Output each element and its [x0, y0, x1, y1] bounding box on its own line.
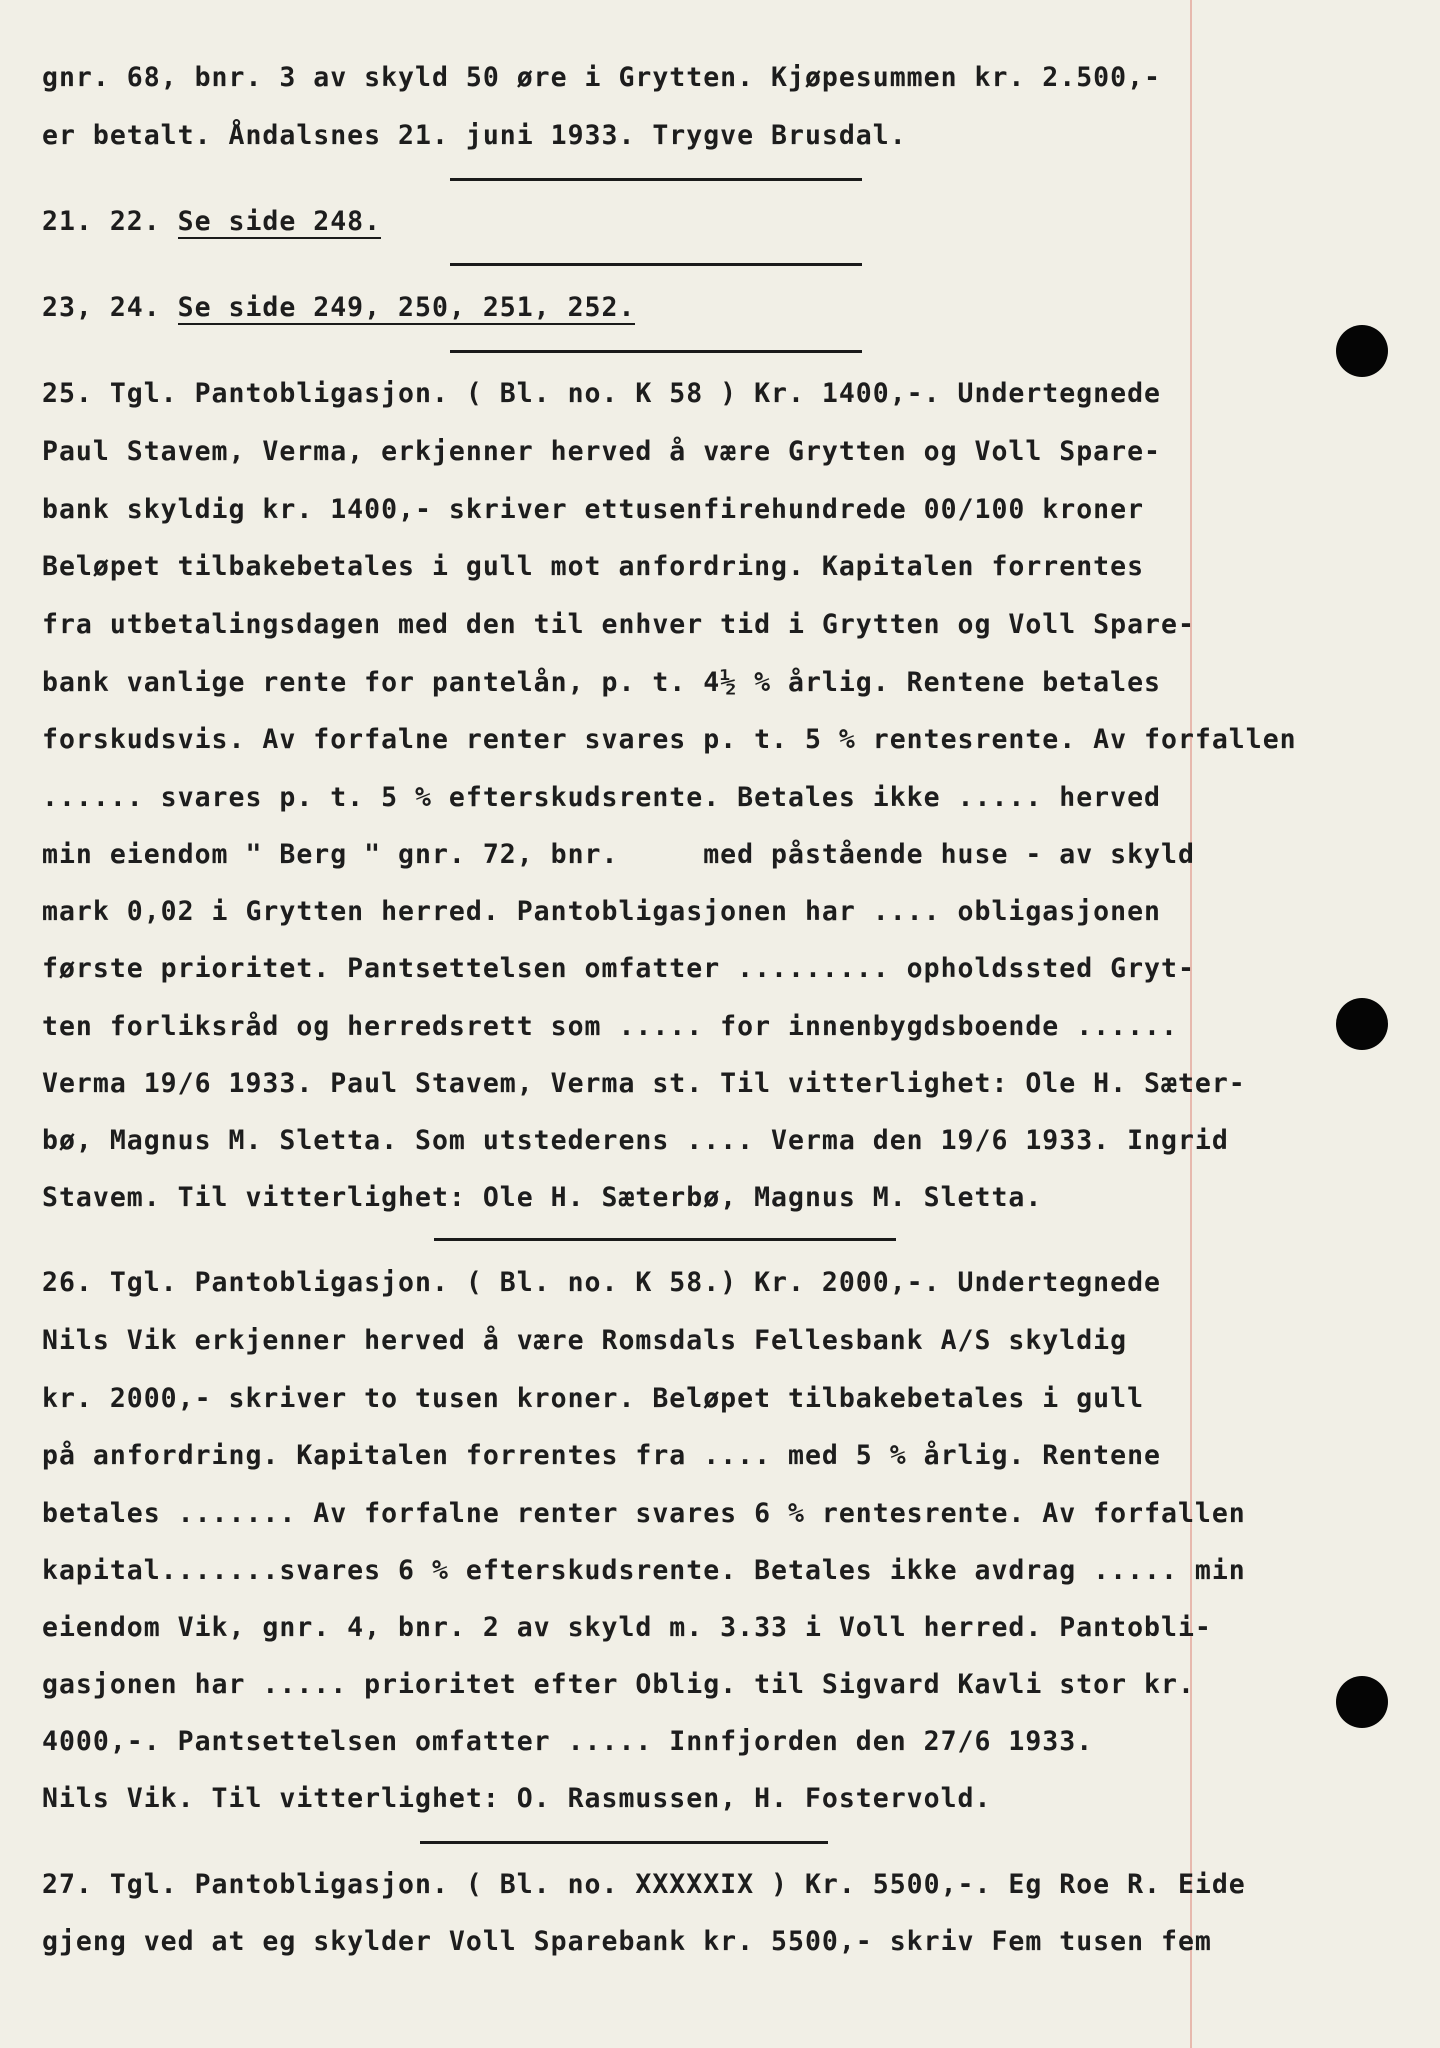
text-line: Verma 19/6 1933. Paul Stavem, Verma st. Til vitterlighet: Ole H. Sæter- — [42, 1068, 1246, 1099]
entry-number: 23, 24. — [42, 292, 178, 323]
text-line: gjeng ved at eg skylder Voll Sparebank kr. 5500,- skriv Fem tusen fem — [42, 1926, 1212, 1957]
text-line: forskudsvis. Av forfalne renter svares p. t. 5 % rentesrente. Av forfallen — [42, 724, 1297, 755]
text-line: kr. 2000,- skriver to tusen kroner. Beløpet tilbakebetales i gull — [42, 1383, 1145, 1414]
text-line: ten forliksråd og herredsrett som ..... for innenbygdsboende ...... — [42, 1011, 1178, 1042]
text-line: eiendom Vik, gnr. 4, bnr. 2 av skyld m. 3.33 i Voll herred. Pantobli- — [42, 1612, 1212, 1643]
text-line: Nils Vik. Til vitterlighet: O. Rasmussen, H. Fostervold. — [42, 1783, 992, 1814]
text-line: min eiendom " Berg " gnr. 72, bnr. med påstående huse - av skyld — [42, 839, 1195, 870]
text-line: mark 0,02 i Grytten herred. Pantobligasjonen har .... obligasjonen — [42, 896, 1161, 927]
punch-hole-bottom — [1336, 1676, 1388, 1728]
text-line: Paul Stavem, Verma, erkjenner herved å være Grytten og Voll Spare- — [42, 436, 1161, 467]
text-line: første prioritet. Pantsettelsen omfatter ......... opholdssted Gryt- — [42, 953, 1195, 984]
entry-separator — [420, 1841, 828, 1844]
text-line — [42, 206, 381, 238]
page-reference: Se side 248. — [177, 206, 382, 237]
text-line — [42, 292, 635, 324]
text-line: 27. Tgl. Pantobligasjon. ( Bl. no. XXXXXIX ) Kr. 5500,-. Eg Roe R. Eide — [42, 1869, 1246, 1900]
text-line: gnr. 68, bnr. 3 av skyld 50 øre i Grytten. Kjøpesummen kr. 2.500,- — [42, 62, 1161, 93]
text-line: bank vanlige rente for pantelån, p. t. 4½ % årlig. Rentene betales — [42, 667, 1161, 698]
text-line: 25. Tgl. Pantobligasjon. ( Bl. no. K 58 ) Kr. 1400,-. Undertegnede — [42, 378, 1161, 409]
entry-separator — [450, 350, 862, 353]
text-line: Beløpet tilbakebetales i gull mot anfordring. Kapitalen forrentes — [42, 551, 1145, 582]
page-reference: Se side 249, 250, 251, 252. — [177, 292, 636, 323]
margin-rule — [1190, 0, 1192, 2048]
text-line: bank skyldig kr. 1400,- skriver ettusenfirehundrede 00/100 kroner — [42, 494, 1145, 525]
text-line: er betalt. Åndalsnes 21. juni 1933. Trygve Brusdal. — [42, 120, 907, 151]
text-line: gasjonen har ..... prioritet efter Oblig. til Sigvard Kavli stor kr. — [42, 1669, 1195, 1700]
text-line: Nils Vik erkjenner herved å være Romsdals Fellesbank A/S skyldig — [42, 1325, 1128, 1356]
entry-number: 21. 22. — [42, 206, 178, 237]
text-line: 26. Tgl. Pantobligasjon. ( Bl. no. K 58.) Kr. 2000,-. Undertegnede — [42, 1267, 1161, 1298]
entry-separator — [434, 1238, 896, 1241]
punch-hole-top — [1336, 325, 1388, 377]
text-line: 4000,-. Pantsettelsen omfatter ..... Innfjorden den 27/6 1933. — [42, 1726, 1094, 1757]
text-line: bø, Magnus M. Sletta. Som utstederens .... Verma den 19/6 1933. Ingrid — [42, 1125, 1229, 1156]
text-line: Stavem. Til vitterlighet: Ole H. Sæterbø, Magnus M. Sletta. — [42, 1182, 1043, 1213]
entry-separator — [450, 263, 862, 266]
punch-hole-middle — [1336, 998, 1388, 1050]
entry-separator — [450, 178, 862, 181]
text-line: ...... svares p. t. 5 % efterskudsrente. Betales ikke ..... herved — [42, 782, 1161, 813]
text-line: betales ....... Av forfalne renter svares 6 % rentesrente. Av forfallen — [42, 1498, 1246, 1529]
text-line: på anfordring. Kapitalen forrentes fra .... med 5 % årlig. Rentene — [42, 1440, 1161, 1471]
text-line: kapital.......svares 6 % efterskudsrente. Betales ikke avdrag ..... min — [42, 1555, 1246, 1586]
text-line: fra utbetalingsdagen med den til enhver tid i Grytten og Voll Spare- — [42, 609, 1195, 640]
